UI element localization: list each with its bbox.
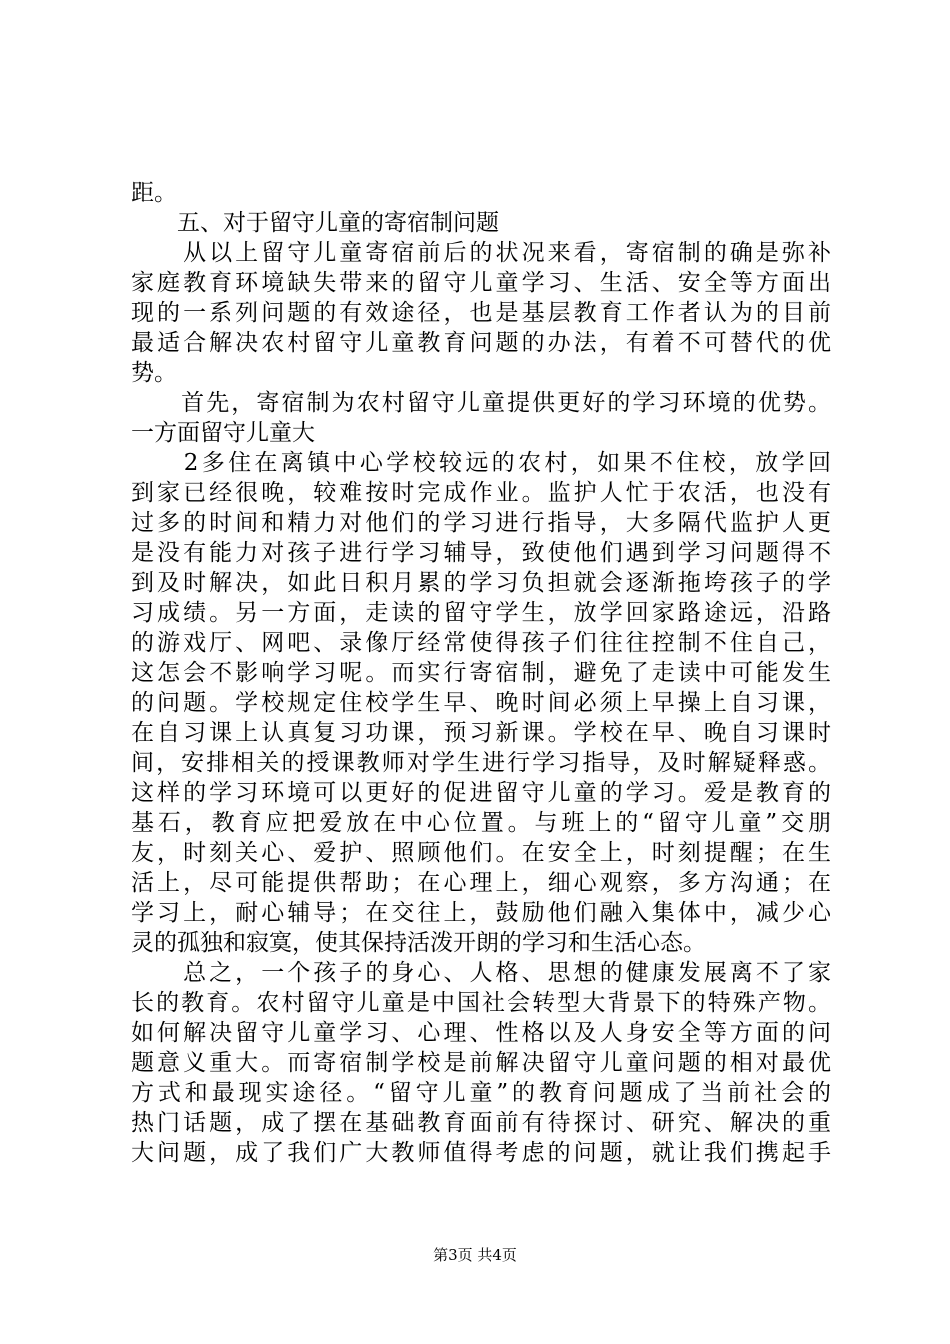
text-line: 灵的孤独和寂寞，使其保持活泼开朗的学习和生活心态。 [131,930,706,956]
text-line: 学习上，耐心辅导；在交往上，鼓励他们融入集体中，减少心 [131,900,831,926]
text-line: 长的教育。农村留守儿童是中国社会转型大背景下的特殊产物。 [131,990,831,1016]
text-line: 到及时解决，如此日积月累的学习负担就会逐渐拖垮孩子的学 [131,570,831,596]
text-line: 距。 [131,180,177,206]
text-line: 的问题。学校规定住校学生早、晚时间必须上早操上自习课， [131,690,831,716]
text-line: 如何解决留守儿童学习、心理、性格以及人身安全等方面的问 [131,1020,831,1046]
text-line: 2多住在离镇中心学校较远的农村，如果不住校，放学回 [131,450,831,476]
text-line: 过多的时间和精力对他们的学习进行指导，大多隔代监护人更 [131,510,831,536]
text-line: 首先，寄宿制为农村留守儿童提供更好的学习环境的优势。 [131,390,831,416]
text-line: 在自习课上认真复习功课，预习新课。学校在早、晚自习课时 [131,720,831,746]
text-line: 题意义重大。而寄宿制学校是前解决留守儿童问题的相对最优 [131,1050,831,1076]
document-body [131,178,831,1168]
text-line: 一方面留守儿童大 [131,420,315,446]
text-line: 这怎会不影响学习呢。而实行寄宿制，避免了走读中可能发生 [131,660,831,686]
text-line: 的游戏厅、网吧、录像厅经常使得孩子们往往控制不住自己， [131,630,831,656]
text-line: 从以上留守儿童寄宿前后的状况来看，寄宿制的确是弥补 [131,240,831,266]
text-line: 最适合解决农村留守儿童教育问题的办法，有着不可替代的优 [131,330,831,356]
text-line: 习成绩。另一方面，走读的留守学生，放学回家路途远，沿路 [131,600,831,626]
text-line: 友，时刻关心、爱护、照顾他们。在安全上，时刻提醒；在生 [131,840,831,866]
text-line: 是没有能力对孩子进行学习辅导，致使他们遇到学习问题得不 [131,540,831,566]
text-line: 热门话题，成了摆在基础教育面前有待探讨、研究、解决的重 [131,1110,831,1136]
page-number-footer: 第3页 共4页 [433,1246,517,1264]
text-line: 势。 [131,360,177,386]
text-line: 现的一系列问题的有效途径，也是基层教育工作者认为的目前 [131,300,831,326]
text-line: 活上，尽可能提供帮助；在心理上，细心观察，多方沟通；在 [131,870,831,896]
section-heading: 五、对于留守儿童的寄宿制问题 [131,210,499,236]
text-line: 总之，一个孩子的身心、人格、思想的健康发展离不了家 [131,960,831,986]
text-line: 间，安排相关的授课教师对学生进行学习指导，及时解疑释惑。 [131,750,831,776]
text-line: 家庭教育环境缺失带来的留守儿童学习、生活、安全等方面出 [131,270,831,296]
text-line: 基石，教育应把爱放在中心位置。与班上的“留守儿童”交朋 [131,810,831,836]
text-line: 到家已经很晚，较难按时完成作业。监护人忙于农活，也没有 [131,480,831,506]
text-line: 这样的学习环境可以更好的促进留守儿童的学习。爱是教育的 [131,780,831,806]
text-line: 方式和最现实途径。“留守儿童”的教育问题成了当前社会的 [131,1080,831,1106]
text-line: 大问题，成了我们广大教师值得考虑的问题，就让我们携起手 [131,1140,831,1166]
